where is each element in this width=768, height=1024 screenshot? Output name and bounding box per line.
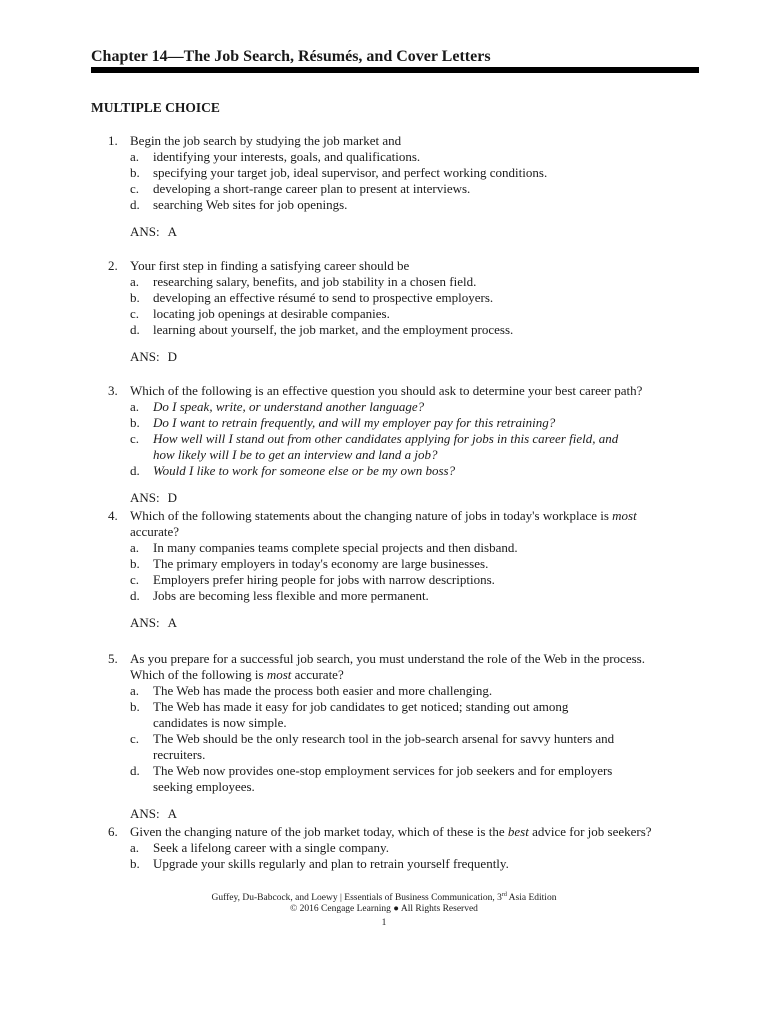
question-text: Which of the following is an effective question you should ask to determine your best career path? xyxy=(130,383,643,398)
question-number: 3. xyxy=(108,383,118,398)
footer-copyright: © 2016 Cengage Learning ● All Rights Reserved xyxy=(290,904,478,914)
answer-option xyxy=(0,290,768,306)
answer-option xyxy=(0,181,768,197)
answer-value: A xyxy=(167,615,178,630)
option-letter: c. xyxy=(130,306,140,321)
answer-option xyxy=(0,274,768,290)
option-letter: a. xyxy=(130,274,140,289)
option-text: The Web has made the process both easier and more challenging. xyxy=(153,683,493,698)
option-text: developing an effective résumé to send to prospective employers. xyxy=(153,290,494,305)
option-letter: b. xyxy=(130,415,140,430)
option-text: The Web has made it easy for job candidates to get noticed; standing out among xyxy=(153,699,569,714)
question-text: accurate? xyxy=(130,524,180,539)
question-number: 6. xyxy=(108,824,118,839)
answer-option xyxy=(0,763,768,779)
option-letter: d. xyxy=(130,588,140,603)
question-text: Your first step in finding a satisfying career should be xyxy=(130,258,410,273)
chapter-title: Chapter 14—The Job Search, Résumés, and Cover Letters xyxy=(91,48,491,65)
option-text: The primary employers in today's economy are large businesses. xyxy=(153,556,489,571)
option-letter: d. xyxy=(130,197,140,212)
answer-option xyxy=(0,447,768,463)
question-text-part: Given the changing nature of the job market today, which of these is the xyxy=(130,824,508,839)
question-item xyxy=(0,383,768,505)
question-item xyxy=(0,133,768,239)
answer-label: ANS: xyxy=(130,490,160,505)
question-stem-line xyxy=(0,824,768,840)
question-stem-line xyxy=(0,667,768,683)
footer-edition-text: Asia Edition xyxy=(506,893,557,903)
answer-value: D xyxy=(167,490,178,505)
answer-option xyxy=(0,747,768,763)
question-stem-line xyxy=(0,258,768,274)
option-letter: d. xyxy=(130,322,140,337)
question-item xyxy=(0,651,768,821)
option-letter: c. xyxy=(130,572,140,587)
question-text-part: accurate? xyxy=(291,667,344,682)
question-text-part: advice for job seekers? xyxy=(528,824,652,839)
answer-option xyxy=(0,731,768,747)
option-letter: a. xyxy=(130,683,140,698)
option-letter: c. xyxy=(130,181,140,196)
option-text: learning about yourself, the job market, and the employment process. xyxy=(153,322,514,337)
option-letter: b. xyxy=(130,856,140,871)
question-number: 5. xyxy=(108,651,118,666)
question-text: Begin the job search by studying the job market and xyxy=(130,133,402,148)
answer-value: A xyxy=(167,806,178,821)
answer-option xyxy=(0,306,768,322)
option-letter: a. xyxy=(130,540,140,555)
question-text: As you prepare for a successful job search, you must understand the role of the Web in the process. xyxy=(130,651,645,666)
question-text xyxy=(130,508,637,524)
answer-option xyxy=(0,540,768,556)
question-item xyxy=(0,824,768,872)
option-text: Would I like to work for someone else or be my own boss? xyxy=(153,463,456,478)
option-text: Jobs are becoming less flexible and more permanent. xyxy=(153,588,429,603)
question-text-part: Which of the following statements about the changing nature of jobs in today's workplace is xyxy=(130,508,613,523)
question-number: 2. xyxy=(108,258,118,273)
question-stem-line xyxy=(0,651,768,667)
option-text: seeking employees. xyxy=(153,779,255,794)
answer-value: A xyxy=(167,224,178,239)
footer-citation-text: Guffey, Du-Babcock, and Loewy | Essentials of Business Communication, 3 xyxy=(211,893,502,903)
answer-option xyxy=(0,322,768,338)
answer-option xyxy=(0,683,768,699)
question-number: 4. xyxy=(108,508,118,523)
answer-key xyxy=(130,806,177,822)
option-letter: a. xyxy=(130,399,140,414)
option-text: identifying your interests, goals, and qualifications. xyxy=(153,149,421,164)
question-stem-line xyxy=(0,508,768,524)
answer-value: D xyxy=(167,349,178,364)
answer-option xyxy=(0,588,768,604)
emphasis-word: most xyxy=(612,508,637,523)
option-text: candidates is now simple. xyxy=(153,715,287,730)
question-text xyxy=(130,667,344,683)
emphasis-word: best xyxy=(507,824,529,839)
option-letter: c. xyxy=(130,431,140,446)
option-letter: d. xyxy=(130,763,140,778)
answer-option xyxy=(0,165,768,181)
option-letter: b. xyxy=(130,290,140,305)
option-text: Do I speak, write, or understand another language? xyxy=(153,399,425,414)
page-number: 1 xyxy=(381,918,387,928)
answer-option xyxy=(0,779,768,795)
question-text-part: Which of the following is xyxy=(130,667,267,682)
option-letter: d. xyxy=(130,463,140,478)
option-text: Do I want to retrain frequently, and will my employer pay for this retraining? xyxy=(153,415,556,430)
footer-edition-superscript: rd xyxy=(501,892,507,898)
answer-option xyxy=(0,556,768,572)
answer-key xyxy=(130,615,177,631)
option-letter: b. xyxy=(130,699,140,714)
answer-label: ANS: xyxy=(130,615,160,630)
question-stem-line xyxy=(0,524,768,540)
answer-label: ANS: xyxy=(130,349,160,364)
answer-option xyxy=(0,572,768,588)
answer-key xyxy=(130,349,177,365)
answer-option xyxy=(0,715,768,731)
answer-option xyxy=(0,415,768,431)
option-letter: c. xyxy=(130,731,140,746)
option-text: The Web now provides one-stop employment services for job seekers and for employers xyxy=(153,763,613,778)
option-text: locating job openings at desirable companies. xyxy=(153,306,390,321)
option-text: In many companies teams complete special projects and then disband. xyxy=(153,540,518,555)
question-stem-line xyxy=(0,383,768,399)
question-item xyxy=(0,508,768,630)
emphasis-word: most xyxy=(266,667,292,682)
answer-option xyxy=(0,463,768,479)
answer-option xyxy=(0,399,768,415)
option-text: The Web should be the only research tool in the job-search arsenal for savvy hunters and xyxy=(153,731,615,746)
option-letter: b. xyxy=(130,165,140,180)
option-text: specifying your target job, ideal supervisor, and perfect working conditions. xyxy=(153,165,548,180)
answer-label: ANS: xyxy=(130,806,160,821)
option-text: Upgrade your skills regularly and plan to retrain yourself frequently. xyxy=(153,856,509,871)
option-letter: a. xyxy=(130,840,140,855)
answer-option xyxy=(0,856,768,872)
question-number: 1. xyxy=(108,133,118,148)
question-text xyxy=(130,824,652,840)
option-text: Seek a lifelong career with a single company. xyxy=(153,840,389,855)
answer-label: ANS: xyxy=(130,224,160,239)
answer-option xyxy=(0,149,768,165)
section-heading: MULTIPLE CHOICE xyxy=(91,100,220,115)
answer-option xyxy=(0,840,768,856)
option-text: searching Web sites for job openings. xyxy=(153,197,348,212)
question-stem-line xyxy=(0,133,768,149)
option-letter: a. xyxy=(130,149,140,164)
answer-option xyxy=(0,197,768,213)
option-letter: b. xyxy=(130,556,140,571)
answer-key xyxy=(130,224,177,240)
option-text: how likely will I be to get an interview and land a job? xyxy=(153,447,438,462)
option-text: Employers prefer hiring people for jobs with narrow descriptions. xyxy=(153,572,495,587)
answer-option xyxy=(0,431,768,447)
answer-option xyxy=(0,699,768,715)
option-text: developing a short-range career plan to present at interviews. xyxy=(153,181,471,196)
question-item xyxy=(0,258,768,364)
option-text: recruiters. xyxy=(153,747,206,762)
title-rule xyxy=(91,67,699,73)
option-text: How well will I stand out from other candidates applying for jobs in this career field, and xyxy=(153,431,619,446)
option-text: researching salary, benefits, and job stability in a chosen field. xyxy=(153,274,477,289)
answer-key xyxy=(130,490,177,506)
